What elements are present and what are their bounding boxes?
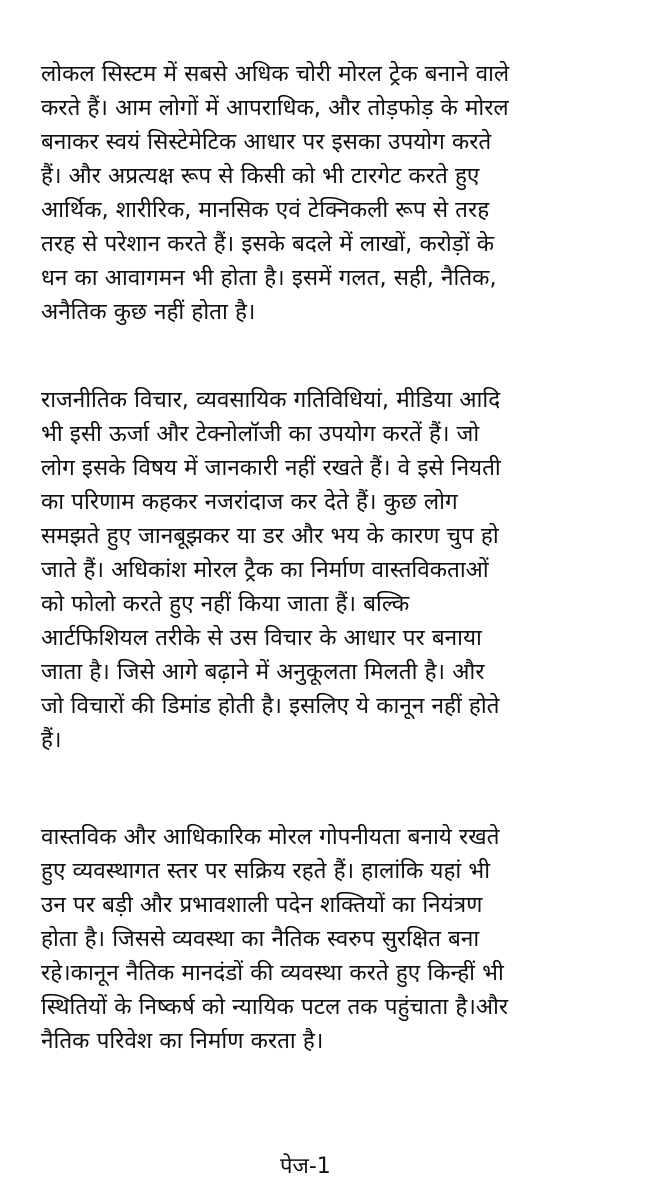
text-line: नैतिक परिवेश का निर्माण करता है। xyxy=(41,1028,324,1054)
text-line: आर्टफिशियल तरीके से उस विचार के आधार पर बनाया xyxy=(41,625,482,651)
text-line: होता है। जिससे व्यवस्था का नैतिक स्वरुप सुरक्षित बना xyxy=(41,926,480,952)
text-line: धन का आवागमन भी होता है। इसमें गलत, सही, नैतिक, xyxy=(41,265,497,291)
text-line: जाता है। जिसे आगे बढ़ाने में अनुकूलता मिलती है। और xyxy=(41,659,485,685)
paragraph-3 xyxy=(41,820,613,1058)
page-number: पेज-1 xyxy=(280,1154,331,1179)
text-line: राजनीतिक विचार, व्यवसायिक गतिविधियां, मीडिया आदि xyxy=(41,387,501,413)
text-line: करते हैं। आम लोगों में आपराधिक, और तोड़फोड़ के मोरल xyxy=(41,95,509,121)
text-line: समझते हुए जानबूझकर या डर और भय के कारण चुप हो xyxy=(41,523,499,549)
text-line: लोकल सिस्टम में सबसे अधिक चोरी मोरल ट्रेक बनाने वाले xyxy=(41,61,510,87)
text-line: उन पर बड़ी और प्रभावशाली पदेन शक्तियों का नियंत्रण xyxy=(41,892,483,918)
text-line: तरह से परेशान करते हैं। इसके बदले में लाखों, करोड़ों के xyxy=(41,231,495,257)
text-line: को फोलो करते हुए नहीं किया जाता हैं। बल्कि xyxy=(41,591,410,617)
paragraph-1 xyxy=(41,57,613,329)
text-line: भी इसी ऊर्जा और टेक्नोलॉजी का उपयोग करतें हैं। जो xyxy=(41,421,480,447)
paragraph-2 xyxy=(41,383,613,757)
text-line: जाते हैं। अधिकांश मोरल ट्रैक का निर्माण वास्तविकताओं xyxy=(41,557,489,583)
text-line: लोग इसके विषय में जानकारी नहीं रखते हैं। वे इसे नियती xyxy=(41,455,501,481)
text-line: हुए व्यवस्थागत स्तर पर सक्रिय रहते हैं। हालांकि यहां भी xyxy=(41,858,491,884)
text-line: आर्थिक, शारीरिक, मानसिक एवं टेक्निकली रूप से तरह xyxy=(41,197,490,223)
text-line: हैं। xyxy=(41,727,62,753)
text-line: स्थितियों के निष्कर्ष को न्यायिक पटल तक पहुंचाता है।और xyxy=(41,994,509,1020)
text-line: हैं। और अप्रत्यक्ष रूप से किसी को भी टारगेट करते हुए xyxy=(41,163,480,189)
text-line: जो विचारों की डिमांड होती है। इसलिए ये कानून नहीं होते xyxy=(41,693,500,719)
text-line: अनैतिक कुछ नहीं होता है। xyxy=(41,299,256,325)
text-line: वास्तविक और आधिकारिक मोरल गोपनीयता बनाये रखते xyxy=(41,824,500,850)
text-line: बनाकर स्वयं सिस्टेमेटिक आधार पर इसका उपयोग करते xyxy=(41,129,492,155)
text-line: का परिणाम कहकर नजरांदाज कर देते हैं। कुछ लोग xyxy=(41,489,458,515)
text-line: रहे।कानून नैतिक मानदंडों की व्यवस्था करते हुए किन्हीं भी xyxy=(41,960,504,986)
